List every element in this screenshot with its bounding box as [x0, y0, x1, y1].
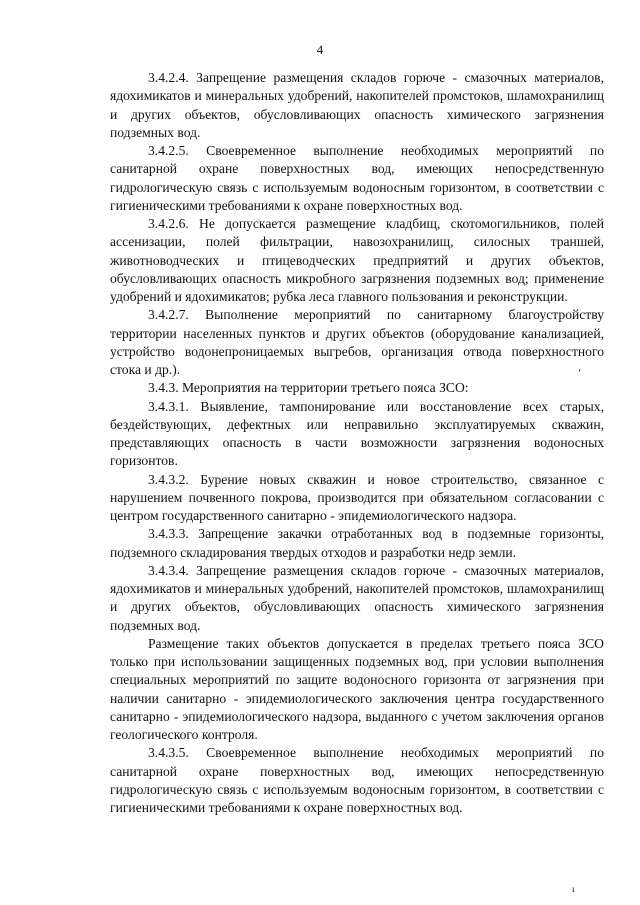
document-body — [110, 69, 604, 817]
paragraph-3-4-2-7: 3.4.2.7. Выполнение мероприятий по санитарному благоустройству территории населенных пунктов и других объектов (оборудование канализацией, устройство водонепроницаемых выгребов, организация отвода поверхностного стока и др.). — [110, 307, 604, 377]
paragraph-3-4-2-6: 3.4.2.6. Не допускается размещение кладбищ, скотомогильников, полей ассенизации, полей фильтрации, навозохранилищ, силосных траншей, животноводческих и птицеводческих предприятий и других объектов, обусловливающих опасность микробного загрязнения подземных вод; применение удобрений и ядохимикатов; рубка леса главного пользования и реконструкции. — [110, 216, 604, 304]
paragraph-3-4-3-1: 3.4.3.1. Выявление, тампонирование или восстановление всех старых, бездействующих, дефектных или неправильно эксплуатируемых скважин, представляющих опасность в части возможности загрязнения водоносных горизонтов. — [110, 398, 604, 469]
scan-mark: ʻ — [578, 368, 582, 379]
page-number: 4 — [316, 42, 324, 57]
paragraph-placement-conditions: Размещение таких объектов допускается в пределах третьего пояса ЗСО только при использовании защищенных подземных вод, при условии выполнения специальных мероприятий по защите водоносного горизонта от загрязнения при наличии санитарно - эпидемиологического заключения центра государственного санитарно - эпидемиологического надзора, выданного с учетом заключения органов геологического контроля. — [110, 635, 604, 742]
paragraph-3-4-3-4: 3.4.3.4. Запрещение размещения складов горюче - смазочных материалов, ядохимикатов и минеральных удобрений, накопителей промстоков, шламохранилищ и других объектов, обусловливающих опасность химического загрязнения подземных вод. — [110, 562, 604, 633]
paragraph-3-4-3: 3.4.3. Мероприятия на территории третьего пояса ЗСО: — [148, 380, 469, 396]
scan-mark: ı — [572, 884, 575, 894]
paragraph-3-4-3-3: 3.4.3.3. Запрещение закачки отработанных вод в подземные горизонты, подземного складирования твердых отходов и разработки недр земли. — [110, 526, 604, 560]
paragraph-3-4-2-5: 3.4.2.5. Своевременное выполнение необходимых мероприятий по санитарной охране поверхностных вод, имеющих непосредственную гидрологическую связь с используемым водоносным горизонтом, в соответствии с гигиеническими требованиями к охране поверхностных вод. — [110, 143, 604, 213]
paragraph-3-4-2-4: 3.4.2.4. Запрещение размещения складов горюче - смазочных материалов, ядохимикатов и минеральных удобрений, накопителей промстоков, шламохранилищ и других объектов, обусловливающих опасность химического загрязнения подземных вод. — [110, 70, 604, 140]
paragraph-3-4-3-2: 3.4.3.2. Бурение новых скважин и новое строительство, связанное с нарушением почвенного покрова, производится при обязательном согласовании с центром государственного санитарно - эпидемиологического надзора. — [110, 471, 604, 523]
paragraph-3-4-3-5: 3.4.3.5. Своевременное выполнение необходимых мероприятий по санитарной охране поверхностных вод, имеющих непосредственную гидрологическую связь с используемым водоносным горизонтом, в соответствии с гигиеническими требованиями к охране поверхностных вод. — [110, 745, 604, 815]
